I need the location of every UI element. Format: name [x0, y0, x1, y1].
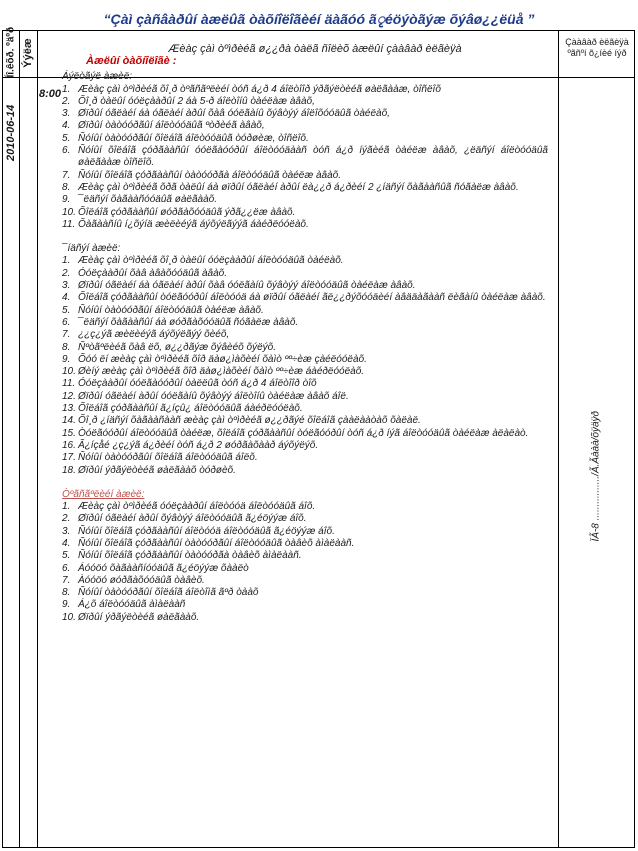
instruction-sections [62, 71, 548, 624]
step-item: Õîëáîã çóðãààñûí ã¿íçû¿ áîëòóóäûã áàéðëóóëàõ. [78, 403, 303, 415]
section-heading-text: Òºãñãºëèéí àæèë: [62, 488, 145, 500]
step-item: Ñóíûí õîëáîã çóðãààñûí óóëãàóóðûí áîëòóóäààñ òóñ á¿ð íýãèéã òàéëæ àâàõ, ¿ëäñýí áîëòóóäûã øàëãààæ òîñëîõ. [78, 145, 548, 169]
step-item: Æèàç çàì òºìðèéã õî¸ð òàëûí óóëçààðûí áîëòóóäûã òàéëàõ. [78, 255, 344, 267]
section-heading [62, 71, 548, 83]
header-shift-label: Ýýëæ [22, 38, 34, 68]
step-item: Øïðûí ýðãýëòèéã øàëãààõ òóðøèõ. [78, 464, 236, 476]
step-list [62, 84, 548, 232]
step-item: Õîëáîã çóðãààñûí øóðãàõóóäûã ýðã¿¿ëæ àâàõ. [78, 206, 296, 218]
column-divider [37, 31, 38, 847]
step-item: Õîëáîã çóðãààñûí òóëãóóðûí áîëòóóä áà øïðûí óãëàéí ãë¿¿ðýõóóäèéí àâääàãààñ ëèãàíû òàéëàæ àâàõ. [78, 292, 546, 304]
entry-date: 2010-06-14 [5, 104, 17, 161]
column-divider [19, 31, 20, 847]
step-item: Ñóíûí õîëáîã çóðãààñûí áîëòóóä áîëòóóäûã ã¿éöýýæ áîõ. [78, 525, 335, 537]
step-item: Á¿õ áîëòóóäûã àìàëààñ [78, 599, 186, 611]
step-item: Æèàç çàì òºìðèéã õðã òàëûí áà øïðûí óãëàéí àðûí ëà¿¿ð á¿ðèéí 2 ¿íäñýí õàãààñûã ñóãàëæ àâàõ. [78, 181, 519, 193]
section-heading-text: Áýëòãýë àæèë: [62, 71, 133, 83]
step-item: Øïðûí óãëàéí áà óãëàéí àðûí õàâ óóëãàíû õýâòýý áîëòóóäûã òàéëàæ àâàõ. [78, 280, 416, 292]
step-item: Õî¸ð òàëûí óóëçààðûí 2 áà 5-ð áîëòîíû òàéëàæ àâàõ, [78, 95, 315, 107]
section-heading [62, 489, 548, 501]
step-item: Ñóíûí õîëáîã çóðãààñûí òàòóóðãà áîëòóóäûã òàéëæ àâàõ. [78, 169, 342, 181]
step-item: Øïðûí ýðãýëòèéã øàëãààõ. [78, 611, 200, 623]
column-divider [558, 31, 559, 847]
step-item: Øïðûí óãëàéí àðûí õýâòýý áîëòóóäûã ã¿éöýýæ áîõ. [78, 513, 307, 525]
issuer-signature: ÏÃ-8 ................/Ã.Ãààà/õÿäÿð [590, 410, 602, 542]
step-item: Ñóíûí õîëáîã çóðãààñûí òàòóóðãûí áîëòóóäûã òàâèõ àìàëààñ. [78, 537, 355, 549]
instruction-section [62, 243, 548, 477]
step-item: Áóóöó õàãààñíóóäûã ã¿éöýýæ õààëò [78, 562, 249, 574]
step-item: Æèàç çàì òºìðèéã õî¸ð òºãñãºëèéí òóñ á¿ð 4 áîëòîîð ýðãýëòèéã øàëãààæ, òîñëîõ [78, 83, 441, 95]
step-list [62, 501, 548, 624]
step-item: Àóóöó øóðãàõóóäûã òàâèõ. [78, 574, 205, 586]
instruction-section [62, 489, 548, 624]
step-item: Ã¿íçåé ¿ç¿ýã á¿ðèéí òóñ á¿ð 2 øóðãàõààð áýõýëýõ. [78, 439, 319, 451]
step-item: Øïðûí óãëàéí áà óãëàéí àðûí õàâ óóëãàíû õýâòýý áîëîõóóäûã òàéëàõ, [78, 108, 390, 120]
step-item: Óóëçààðûí óóëãàóóðûí òàëëûã òóñ á¿ð 4 áîëòîîð òîõ [78, 378, 317, 390]
step-list [62, 255, 548, 476]
step-item: ¿¿ç¿ýã æèëèéýã áýõýëãýý õèéõ, [78, 329, 230, 341]
step-item: Ñóíûí òàòóóðãûí õîëáîã áîëòóóäûã òóðøèæ, òîñëîõ. [78, 132, 309, 144]
section-heading-text: ¯íäñýí àæèë: [62, 243, 121, 255]
step-item: Øïðûí òàòóóðãûí áîëòóóäûã ºòðèéã àâàõ, [78, 120, 265, 132]
step-item: Æèàç çàì òºìðèéã óóëçààðûí áîëòóóä áîëòóóäûã áîõ. [78, 501, 316, 513]
step-item: Õî¸ð ¿íäñýí õàãààñààñ æèàç çàì òºìðèéã ø¿¿ðãýé õîëáîã çààëààòàõ õàëàë. [78, 415, 421, 427]
step-item: Õóó ëí æèàç çàì òºìðèéã õîð äàø¿ìàõèéí õàìò ºº÷èæ çàéëóóëàõ. [78, 353, 367, 365]
header-instruction-label: Æèàç çàì òºìðèéã ø¿¿ðà òàëã ñîëèõ àæëûí çààâàð èëãèÿà [168, 43, 462, 55]
step-item: ¯ëäñýí õàãààñóóäûã øàëãààõ. [78, 194, 217, 206]
instruction-section [62, 71, 548, 231]
step-item: Óóëçààðûí õàâ àâàõóóäûã àâàõ. [78, 267, 228, 279]
step-item: ¯ëäñýí õàãààñûí áà øóðãàõóóäûã ñóãàëæ àâàõ. [78, 316, 299, 328]
step-item: Øèíý æèàç çàì òºìðèéã õîð äàø¿ìàõèéí õàìò ºº÷èæ áàéðëóóëàõ. [78, 366, 365, 378]
instruction-body [62, 55, 548, 636]
step-item: Õàãààñíû í¿õýíä æèëèéýã áýõýëãýýã áàéðëóóëàõ. [78, 218, 309, 230]
work-technology-heading: Àæëûí òàõíîëîãè : [86, 55, 177, 67]
step-item: Ñóíûí òàòóóðãûí õîëáîã áîëòîìã ãºð òààõ [78, 587, 259, 599]
header-day-label: Íî.êõð. ºäºð [5, 26, 17, 78]
section-heading [62, 243, 548, 255]
step-item: Ñóíûí òàòóóðãûí õîëáîã áîëòóóäûã áîëõ. [78, 452, 258, 464]
document-title: “Çàì çàñâàðûí àæëûã òàõíîëîãèéí äàãóó ãृéöýòãýæ õýâø¿¿ëüå ” [103, 11, 535, 27]
header-issuer-label: Çààâàð èëãèÿà ºãñºí õ¿íèé íýð [565, 37, 629, 58]
step-item: Øïðûí óãëàéí àðûí óóëãàíû õýâòýý áîëòîíû òàéëàæ àâàõ áîë. [78, 390, 349, 402]
entry-time: 8:00 [39, 88, 62, 100]
step-item: Ñóíûí õîëáîã çóðãààñûí òàòóóðãà òàâèõ àìàëààñ. [78, 550, 302, 562]
step-item: Ñºòãºëèéã õàâ ëõ, ø¿¿ðãýæ õýâèéõ õýëýõ. [78, 341, 276, 353]
step-item: Ñóíûí òàòóóðãûí áîëòóóäûã òàéëæ àâàõ. [78, 304, 264, 316]
step-item: Òóëãóóðûí áîëòóóäûã òàéëæ, õîëáîã çóðãààñûí òóëãóóðûí òóñ á¿ð íýã áîëòóóäûã òàéëàæ àëàëàò. [78, 427, 529, 439]
